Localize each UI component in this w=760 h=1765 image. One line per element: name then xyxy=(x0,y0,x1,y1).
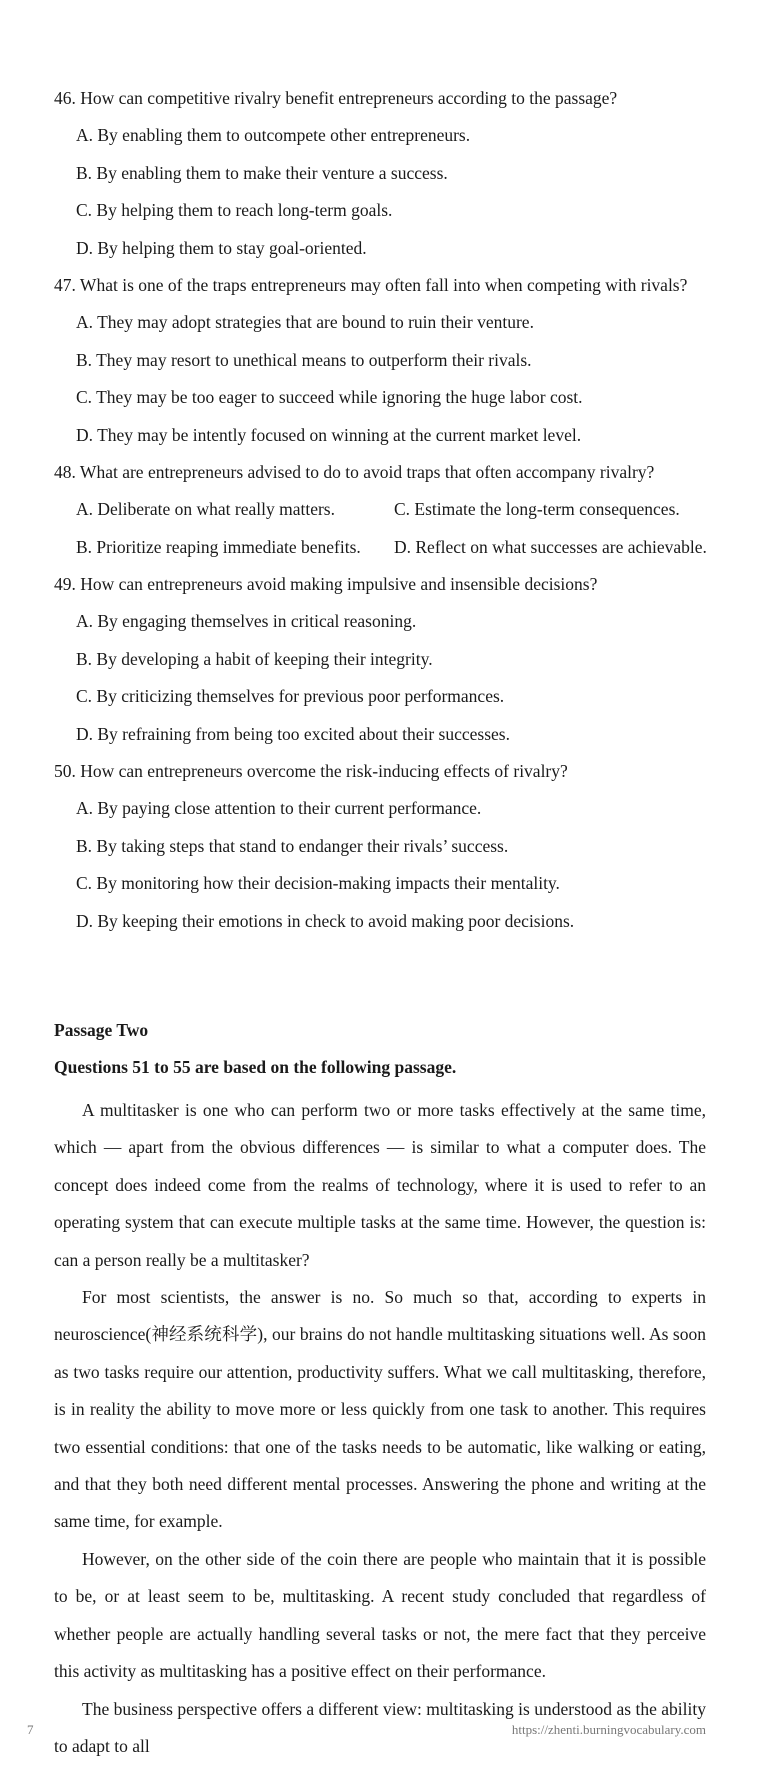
question-50 xyxy=(54,753,704,940)
question-stem: 48. What are entrepreneurs advised to do to avoid traps that often accompany rivalry? xyxy=(54,454,704,491)
question-47 xyxy=(54,267,704,454)
option-b: B. By enabling them to make their venture a success. xyxy=(54,155,704,192)
option-c: C. They may be too eager to succeed while ignoring the huge labor cost. xyxy=(54,379,704,416)
option-a: A. They may adopt strategies that are bound to ruin their venture. xyxy=(54,304,704,341)
question-stem: 49. How can entrepreneurs avoid making impulsive and insensible decisions? xyxy=(54,566,704,603)
option-d: D. By refraining from being too excited about their successes. xyxy=(54,716,704,753)
question-stem: 50. How can entrepreneurs overcome the risk-inducing effects of rivalry? xyxy=(54,753,704,790)
option-c: C. By helping them to reach long-term goals. xyxy=(54,192,704,229)
option-b: B. By taking steps that stand to endanger their rivals’ success. xyxy=(54,828,704,865)
option-c: C. By monitoring how their decision-making impacts their mentality. xyxy=(54,865,704,902)
passage-instructions: Questions 51 to 55 are based on the following passage. xyxy=(54,1049,456,1086)
question-46 xyxy=(54,80,704,267)
option-a: A. Deliberate on what really matters. xyxy=(54,491,394,528)
passage-paragraph: However, on the other side of the coin there are people who maintain that it is possible to be, or at least seem to be, multitasking. A recent study concluded that regardless of whether people are actually handling several tasks or not, the mere fact that they perceive this activity as multitasking has a positive effect on their performance. xyxy=(54,1541,706,1691)
option-a: A. By enabling them to outcompete other entrepreneurs. xyxy=(54,117,704,154)
option-d: D. By helping them to stay goal-oriented. xyxy=(54,230,704,267)
page-number: 7 xyxy=(27,1722,34,1738)
question-stem: 46. How can competitive rivalry benefit entrepreneurs according to the passage? xyxy=(54,80,704,117)
option-b: B. Prioritize reaping immediate benefits. xyxy=(54,529,394,566)
option-a: A. By engaging themselves in critical reasoning. xyxy=(54,603,704,640)
option-row xyxy=(54,491,704,528)
question-49 xyxy=(54,566,704,753)
passage-title: Passage Two xyxy=(54,1012,148,1049)
passage-body xyxy=(54,1092,706,1765)
passage-paragraph: For most scientists, the answer is no. So much so that, according to experts in neuroscience(神经系统科学), our brains do not handle multitasking situations well. As soon as two tasks require our attention, productivity suffers. What we call multitasking, therefore, is in reality the ability to move more or less quickly from one task to another. This requires two essential conditions: that one of the tasks needs to be automatic, like walking or eating, and that they both need different mental processes. Answering the phone and writing at the same time, for example. xyxy=(54,1279,706,1541)
option-c: C. Estimate the long-term consequences. xyxy=(394,491,712,528)
question-48 xyxy=(54,454,704,566)
passage-paragraph: The business perspective offers a different view: multitasking is understood as the ability to adapt to all xyxy=(54,1691,706,1765)
option-b: B. By developing a habit of keeping their integrity. xyxy=(54,641,704,678)
footer-url: https://zhenti.burningvocabulary.com xyxy=(512,1722,706,1738)
option-b: B. They may resort to unethical means to outperform their rivals. xyxy=(54,342,704,379)
option-c: C. By criticizing themselves for previous poor performances. xyxy=(54,678,704,715)
option-a: A. By paying close attention to their current performance. xyxy=(54,790,704,827)
option-d: D. They may be intently focused on winning at the current market level. xyxy=(54,417,704,454)
passage-paragraph: A multitasker is one who can perform two or more tasks effectively at the same time, which — apart from the obvious differences — is similar to what a computer does. The concept does indeed come from the realms of technology, where it is used to refer to an operating system that can execute multiple tasks at the same time. However, the question is: can a person really be a multitasker? xyxy=(54,1092,706,1279)
questions-section xyxy=(54,80,704,940)
question-stem: 47. What is one of the traps entrepreneurs may often fall into when competing with rivals? xyxy=(54,267,704,304)
option-d: D. Reflect on what successes are achievable. xyxy=(394,529,712,566)
option-row xyxy=(54,529,704,566)
option-d: D. By keeping their emotions in check to avoid making poor decisions. xyxy=(54,903,704,940)
